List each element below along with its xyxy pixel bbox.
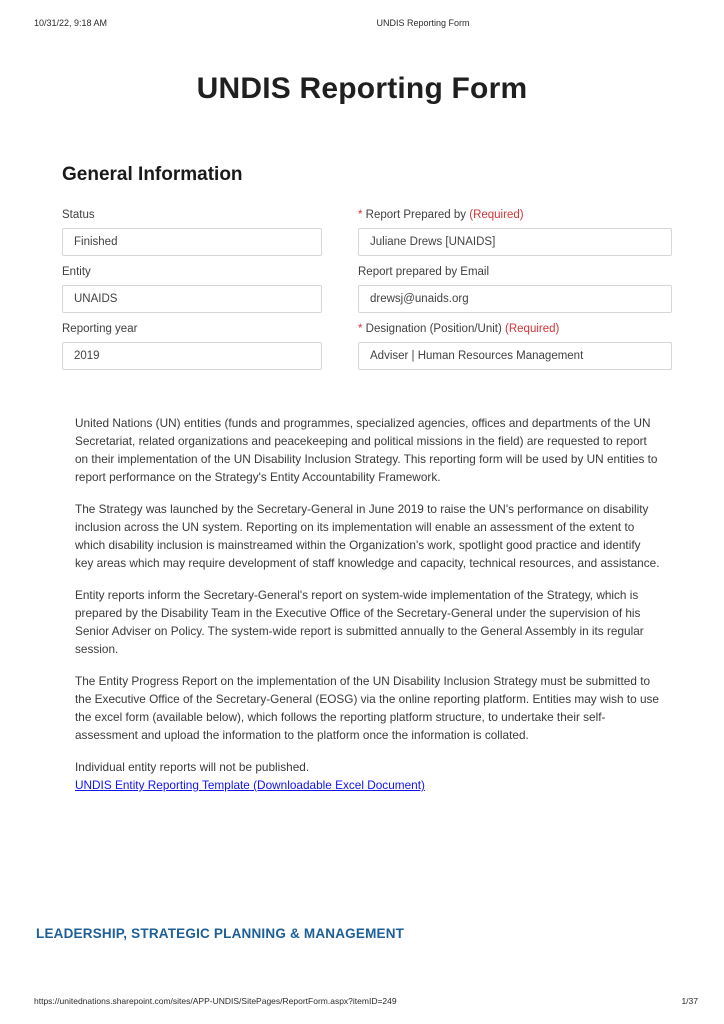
report-prepared-by-label-text: Report Prepared by — [365, 209, 470, 221]
report-prepared-by-email-label-text: Report prepared by Email — [358, 266, 490, 278]
entity-input[interactable] — [62, 285, 322, 313]
intro-text-block — [75, 414, 661, 794]
designation-label — [358, 323, 672, 335]
report-prepared-by-email-label — [358, 266, 672, 278]
page-title: UNDIS Reporting Form — [196, 72, 528, 105]
print-footer-url: https://unitednations.sharepoint.com/sites/APP-UNDIS/SitePages/ReportForm.aspx?itemID=249 — [34, 996, 397, 1006]
report-prepared-by-label — [358, 209, 672, 221]
reporting-year-label — [62, 323, 322, 335]
field-entity — [62, 266, 322, 313]
reporting-year-label-text: Reporting year — [62, 323, 138, 335]
print-footer-page-number: 1/37 — [681, 996, 698, 1006]
intro-paragraph-1: United Nations (UN) entities (funds and programmes, specialized agencies, offices and departments of the UN Secretariat, related organizations and peacekeeping and political missions in the field) are requested to report on their implementation of the UN Disability Inclusion Strategy. This reporting form will be used by UN entities to report performance on the Strategy's Entity Accountability Framework. — [75, 416, 658, 484]
status-label-text: Status — [62, 209, 95, 221]
intro-paragraph-2: The Strategy was launched by the Secretary-General in June 2019 to raise the UN's performance on disability inclusion across the UN system. Reporting on its implementation will enable an assessment of the extent to which disability inclusion is mainstreamed within the Organization's work, spotlight good practice and identify key areas which may require development of staff knowledge and capacity, technical resources, and assistance. — [75, 502, 660, 570]
general-information-heading: General Information — [62, 164, 243, 185]
general-information-form — [62, 209, 672, 370]
status-label — [62, 209, 322, 221]
report-prepared-by-email-input[interactable] — [358, 285, 672, 313]
reporting-year-input[interactable] — [62, 342, 322, 370]
print-header-datetime: 10/31/22, 9:18 AM — [34, 18, 108, 28]
required-suffix: (Required) — [505, 323, 560, 335]
intro-paragraph-3: Entity reports inform the Secretary-General's report on system-wide implementation of the Strategy, which is prepared by the Disability Team in the Executive Office of the Secretary-General under the supervision of his Senior Adviser on Policy. The system-wide report is submitted annually to the General Assembly in its regular session. — [75, 588, 644, 656]
intro-paragraph-4: The Entity Progress Report on the implementation of the UN Disability Inclusion Strategy must be submitted to the Executive Office of the Secretary-General (EOSG) via the online reporting platform. Entities may wish to use the excel form (available below), which follows the reporting platform structure, to undertake their self-assessment and upload the information to the platform once the information is collated. — [75, 674, 659, 742]
report-prepared-by-input[interactable] — [358, 228, 672, 256]
field-report-prepared-by-email — [358, 266, 672, 313]
required-asterisk: * — [358, 323, 366, 335]
required-asterisk: * — [358, 209, 366, 221]
print-header-title: UNDIS Reporting Form — [376, 18, 470, 28]
excel-template-link[interactable]: UNDIS Entity Reporting Template (Downloadable Excel Document) — [75, 778, 425, 792]
entity-label — [62, 266, 322, 278]
status-input[interactable] — [62, 228, 322, 256]
leadership-section-heading: LEADERSHIP, STRATEGIC PLANNING & MANAGEMENT — [36, 926, 405, 941]
field-report-prepared-by — [358, 209, 672, 256]
field-designation — [358, 323, 672, 370]
required-suffix: (Required) — [469, 209, 524, 221]
field-reporting-year — [62, 323, 322, 370]
designation-label-text: Designation (Position/Unit) — [365, 323, 506, 335]
entity-label-text: Entity — [62, 266, 91, 278]
designation-input[interactable] — [358, 342, 672, 370]
field-status — [62, 209, 322, 256]
unpublished-note: Individual entity reports will not be published. — [75, 760, 310, 774]
